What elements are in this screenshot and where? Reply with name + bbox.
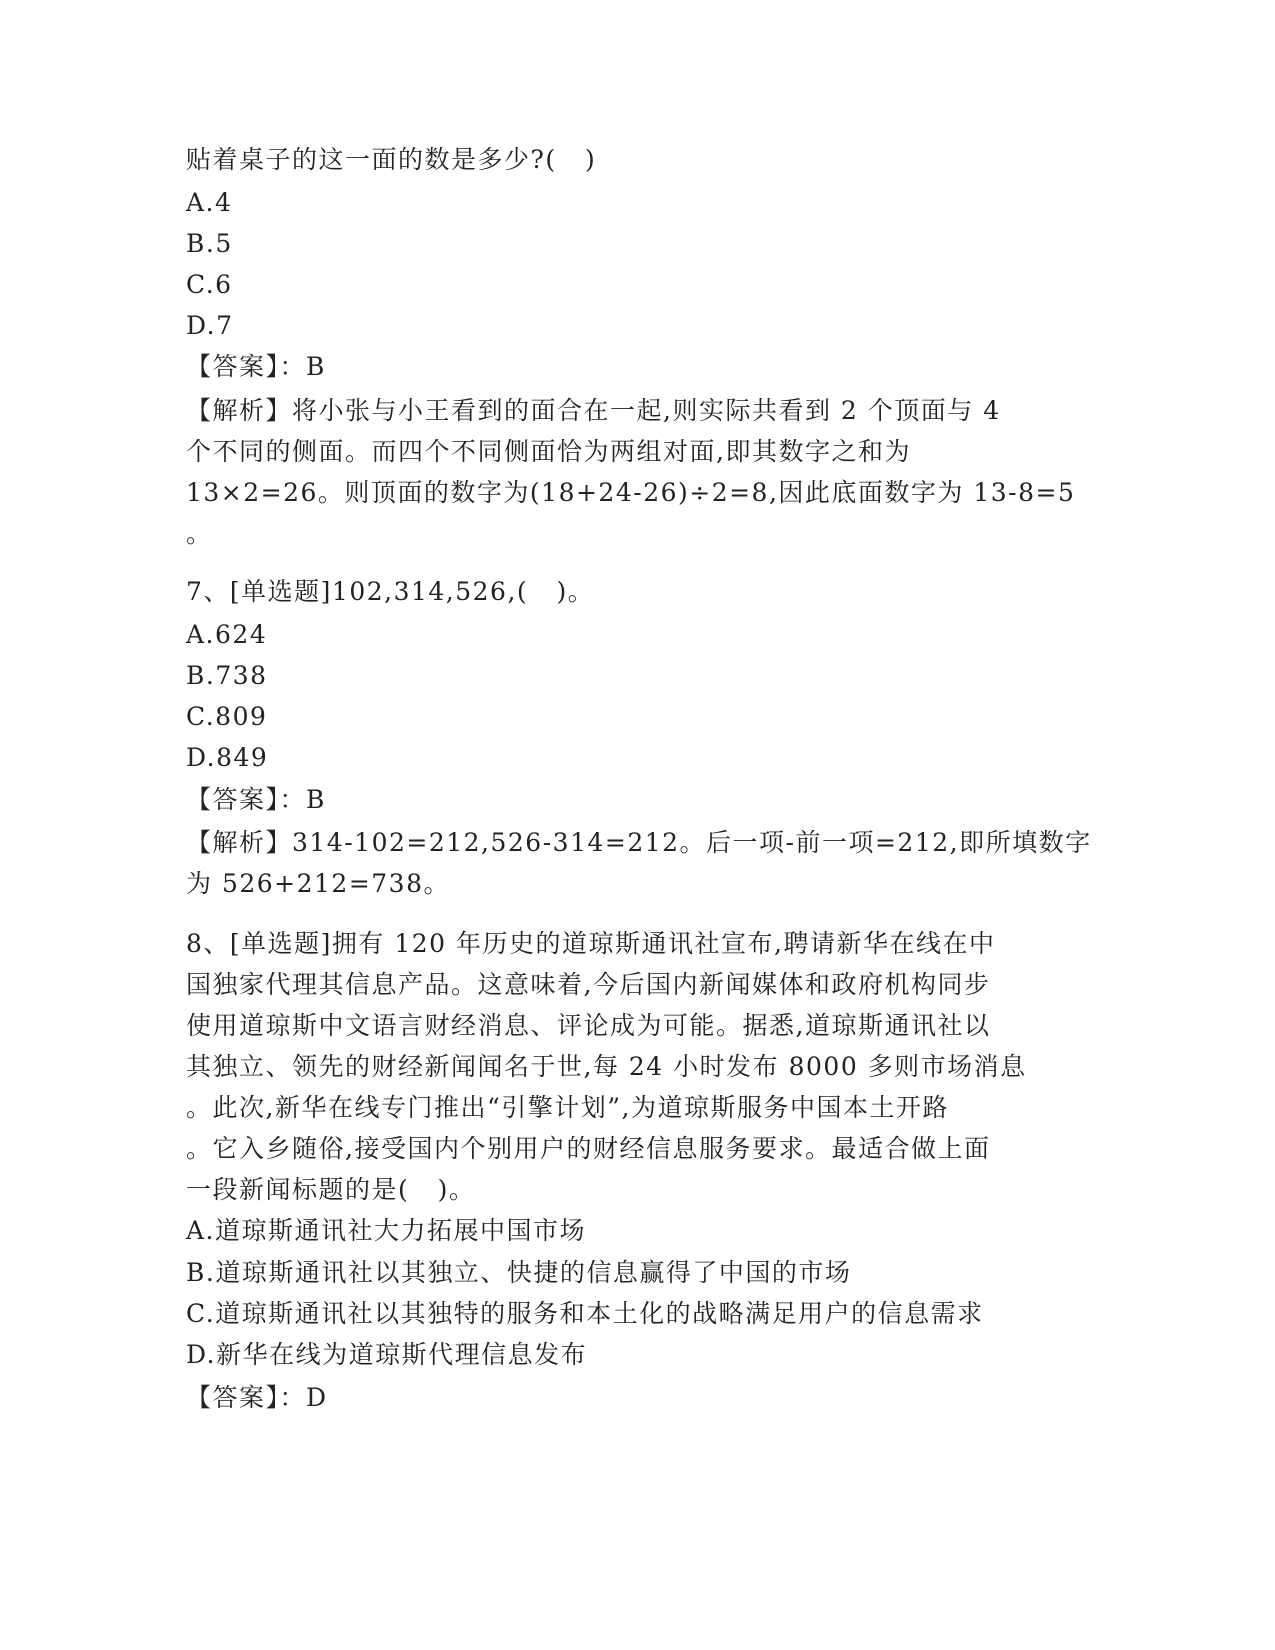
q8-answer: 【答案】：D bbox=[186, 1383, 328, 1412]
q7-analysis-line: 【解析】314-102=212,526-314=212。后一项-前一项=212,即所填数字 bbox=[186, 828, 1092, 857]
q6-analysis-line: 个不同的侧面。而四个不同侧面恰为两组对面,即其数字之和为 bbox=[186, 437, 911, 466]
q8-stem-line: 。此次,新华在线专门推出“引擎计划”,为道琼斯服务中国本土开路 bbox=[186, 1093, 949, 1122]
q6-option-a: A.4 bbox=[186, 188, 233, 217]
q7-stem: 7、[单选题]102,314,526,( )。 bbox=[186, 577, 595, 606]
q7-option-d: D.849 bbox=[186, 743, 269, 772]
q7-analysis-line: 为 526+212=738。 bbox=[186, 869, 450, 898]
q8-stem-line: 8、[单选题]拥有 120 年历史的道琼斯通讯社宣布,聘请新华在线在中 bbox=[186, 929, 996, 958]
q8-stem-line: 一段新闻标题的是( )。 bbox=[186, 1175, 476, 1204]
q7-option-c: C.809 bbox=[186, 702, 268, 731]
q6-stem: 贴着桌子的这一面的数是多少?( ) bbox=[186, 145, 597, 174]
q8-stem-line: 其独立、领先的财经新闻闻名于世,每 24 小时发布 8000 多则市场消息 bbox=[186, 1052, 1027, 1081]
q6-option-b: B.5 bbox=[186, 229, 233, 258]
q6-analysis-line: 13×2=26。则顶面的数字为(18+24-26)÷2=8,因此底面数字为 13-8=5 bbox=[186, 478, 1076, 507]
q6-option-c: C.6 bbox=[186, 270, 233, 299]
q7-option-b: B.738 bbox=[186, 661, 268, 690]
q7-answer: 【答案】：B bbox=[186, 785, 326, 814]
q8-option-c: C.道琼斯通讯社以其独特的服务和本土化的战略满足用户的信息需求 bbox=[186, 1299, 984, 1328]
q8-option-b: B.道琼斯通讯社以其独立、快捷的信息赢得了中国的市场 bbox=[186, 1258, 852, 1287]
q8-stem-line: 使用道琼斯中文语言财经消息、评论成为可能。据悉,道琼斯通讯社以 bbox=[186, 1011, 991, 1040]
q6-analysis-line: 。 bbox=[186, 519, 213, 548]
q8-stem-line: 。它入乡随俗,接受国内个别用户的财经信息服务要求。最适合做上面 bbox=[186, 1134, 991, 1163]
q6-analysis-line: 【解析】将小张与小王看到的面合在一起,则实际共看到 2 个顶面与 4 bbox=[186, 396, 1001, 425]
q6-answer: 【答案】：B bbox=[186, 352, 326, 381]
q8-option-a: A.道琼斯通讯社大力拓展中国市场 bbox=[186, 1216, 587, 1245]
q8-stem-line: 国独家代理其信息产品。这意味着,今后国内新闻媒体和政府机构同步 bbox=[186, 970, 991, 999]
q7-option-a: A.624 bbox=[186, 620, 268, 649]
q6-option-d: D.7 bbox=[186, 311, 234, 340]
q8-option-d: D.新华在线为道琼斯代理信息发布 bbox=[186, 1340, 588, 1369]
